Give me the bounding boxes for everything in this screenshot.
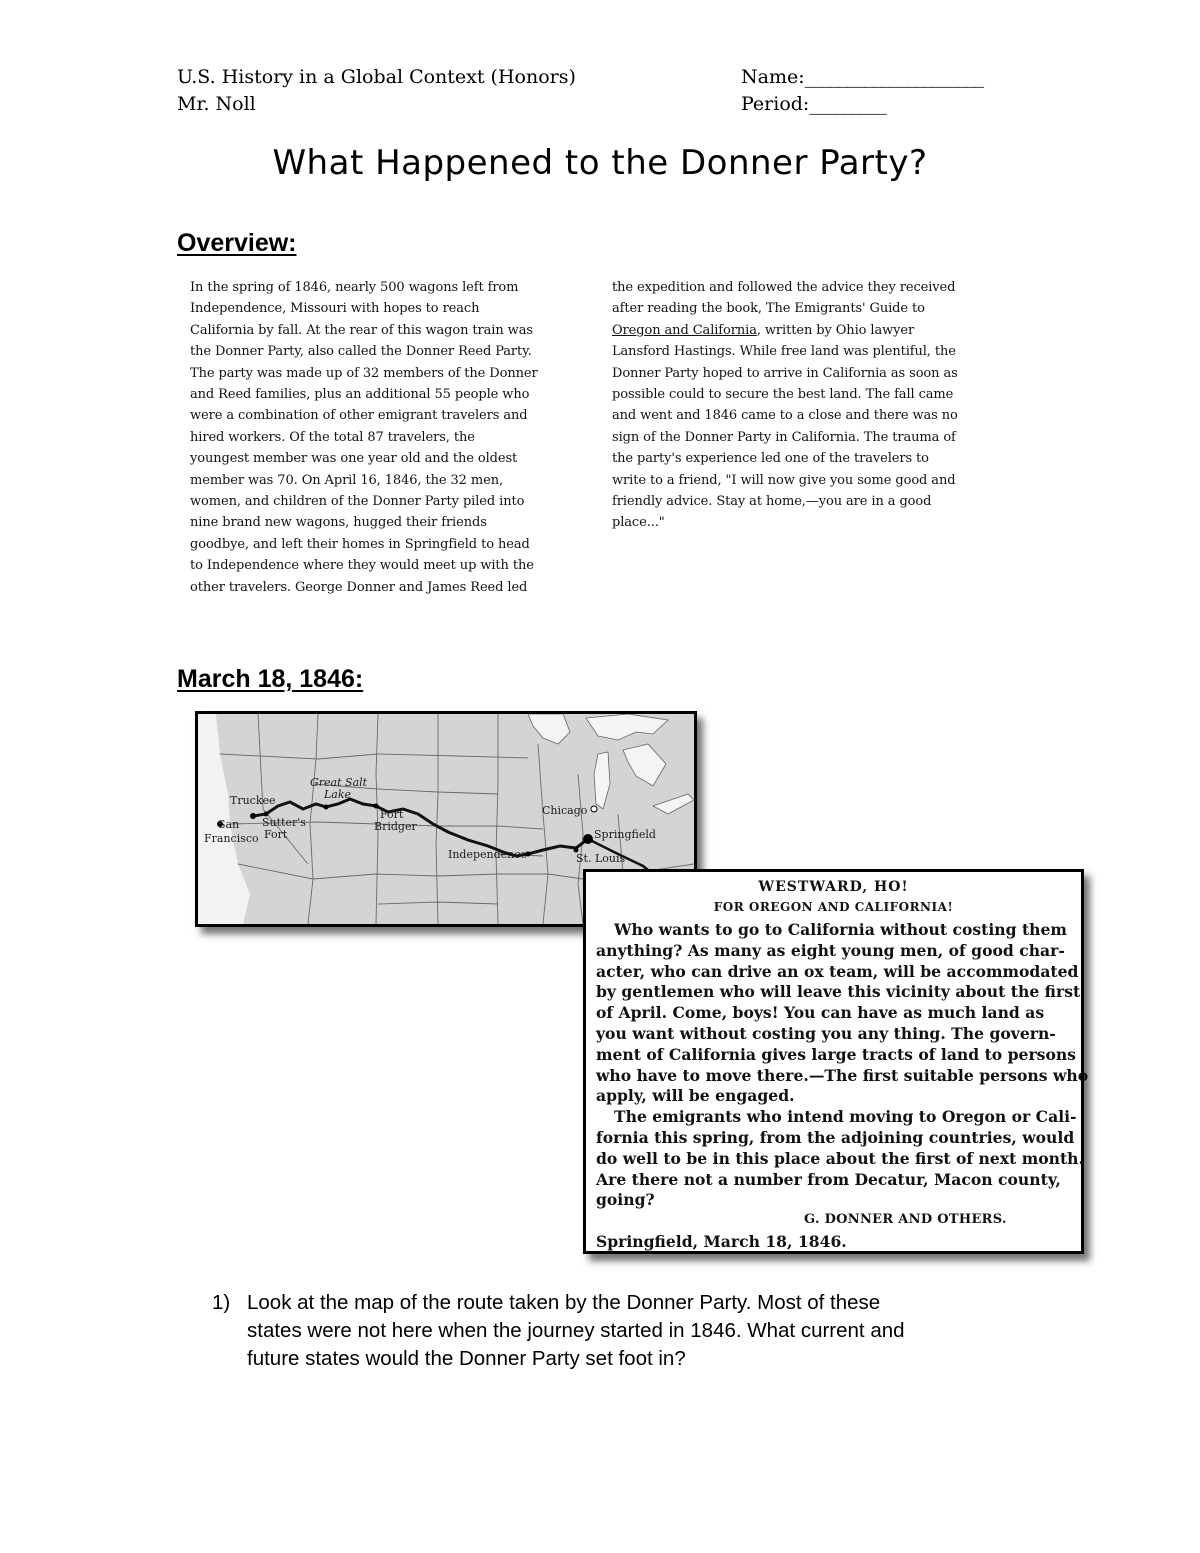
ad-body [596,920,1089,1211]
ad-line: ment of California gives large tracts of land to persons [596,1044,1076,1064]
overview-heading: Overview: [177,229,297,257]
overview-left-column [190,277,538,598]
overview-right-column [612,277,958,534]
ad-dateline: Springfield, March 18, 1846. [596,1232,847,1251]
overview-line: nine brand new wagons, hugged their friends [190,515,487,531]
lake-erie [653,794,694,814]
overview-line: to Independence where they would meet up with the [190,558,534,574]
overview-line: were a combination of other emigrant travelers and [190,408,528,424]
overview-line: and Reed families, plus an additional 55 people who [190,387,530,403]
map-label-independence: Independence [448,848,527,861]
overview-line: possible could to secure the best land. The fall came [612,387,954,403]
book-title: Oregon and California [612,322,757,338]
overview-line: other travelers. George Donner and James Reed led [190,579,528,595]
ad-line: anything? As many as eight young men, of good char- [596,940,1065,960]
ad-line: fornia this spring, from the adjoining countries, would [596,1127,1075,1147]
period-field [741,91,886,118]
ad-line: Who wants to go to California without costing them [614,920,1067,939]
map-label-sutters-fort: Fort [264,828,288,841]
map-label-lake: Lake [324,788,352,801]
ad-line: acter, who can drive an ox team, will be accommodated [596,961,1079,981]
name-label: Name: [741,66,805,88]
overview-line: friendly advice. Stay at home,—you are in a good [612,494,932,510]
overview-line: In the spring of 1846, nearly 500 wagons left from [190,280,519,295]
name-field [741,64,983,91]
ad-line: The emigrants who intend moving to Oregon or Cali- [614,1107,1077,1127]
map-label-bridger: Bridger [374,820,417,833]
question-line: states were not here when the journey started in 1846. What current and [247,1319,905,1342]
overview-line: and went and 1846 came to a close and there was no [612,408,958,424]
teacher-name: Mr. Noll [177,93,256,115]
course-title: U.S. History in a Global Context (Honors) [177,66,576,88]
ad-line: of April. Come, boys! You can have as much land as [596,1003,1045,1023]
map-label-sutters: Sutter's [262,816,306,829]
great-salt-lake-dot [324,805,329,810]
map-label-san: San [218,818,240,831]
overview-line: after reading the book, The Emigrants' Guide to [612,301,925,317]
question-text [247,1289,905,1373]
overview-line: youngest member was one year old and the oldest [190,451,518,467]
map-label-springfield: Springfield [594,828,656,841]
ad-line: Are there not a number from Decatur, Macon county, [596,1169,1061,1189]
question-number: 1) [212,1291,231,1314]
question-line: future states would the Donner Party set foot in? [247,1347,686,1370]
westward-ho-advertisement [583,869,1089,1254]
chicago-dot [591,806,597,812]
overview-line: Donner Party hoped to arrive in California as soon as [612,365,958,381]
overview-line: California by fall. At the rear of this wagon train was [190,322,533,338]
overview-line: Independence, Missouri with hopes to reach [190,301,480,317]
ad-line: who have to move there.—The first suitable persons who [596,1065,1089,1085]
truckee-dot [250,813,256,819]
overview-line: member was 70. On April 16, 1846, the 32 men, [190,472,504,488]
overview-line: women, and children of the Donner Party piled into [190,494,525,510]
springfield-dot [583,834,593,844]
map-label-truckee: Truckee [230,794,276,807]
overview-line: goodbye, and left their homes in Springfield to head [190,536,530,552]
ad-signature: G. DONNER AND OTHERS. [804,1212,1007,1227]
lake-michigan [594,752,610,809]
ad-line: you want without costing you any thing. The govern- [596,1023,1056,1043]
ad-line: do well to be in this place about the first of next month. [596,1148,1084,1168]
march-heading: March 18, 1846: [177,665,364,693]
lake-superior-east [586,714,668,740]
overview-line: hired workers. Of the total 87 travelers, the [190,429,475,445]
map-label-chicago: Chicago [542,804,588,817]
overview-line: Oregon and California, written by Ohio lawyer [612,322,915,338]
lake-superior [528,714,570,744]
question-line: Look at the map of the route taken by the Donner Party. Most of these [247,1291,881,1314]
ad-line: apply, will be engaged. [596,1086,795,1106]
overview-line: the expedition and followed the advice they received [612,280,956,295]
lake-huron [623,744,666,786]
ad-heading: WESTWARD, HO! [758,879,909,895]
page-title: What Happened to the Donner Party? [272,143,928,183]
overview-line: the party's experience led one of the travelers to [612,451,929,467]
overview-line: place..." [612,515,665,531]
map-label-fort: Fort [380,808,404,821]
map-label-st-louis: St. Louis [576,852,626,865]
ad-line: by gentlemen who will leave this vicinity about the first [596,982,1081,1002]
fort-bridger-dot [374,804,379,809]
name-blank: _____________________ [804,66,984,88]
period-label: Period: [741,93,810,115]
overview-line: The party was made up of 32 members of the Donner [190,365,538,381]
overview-line: sign of the Donner Party in California. The trauma of [612,429,956,445]
map-label-francisco: Francisco [204,832,259,845]
overview-line: Lansford Hastings. While free land was plentiful, the [612,344,956,360]
ad-line: going? [596,1190,655,1210]
period-blank: _________ [809,93,886,115]
overview-line: the Donner Party, also called the Donner Reed Party. [190,344,532,360]
ad-subheading: FOR OREGON AND CALIFORNIA! [713,900,954,914]
overview-line: write to a friend, "I will now give you some good and [612,472,956,488]
map-label-great-salt: Great Salt [310,776,368,789]
